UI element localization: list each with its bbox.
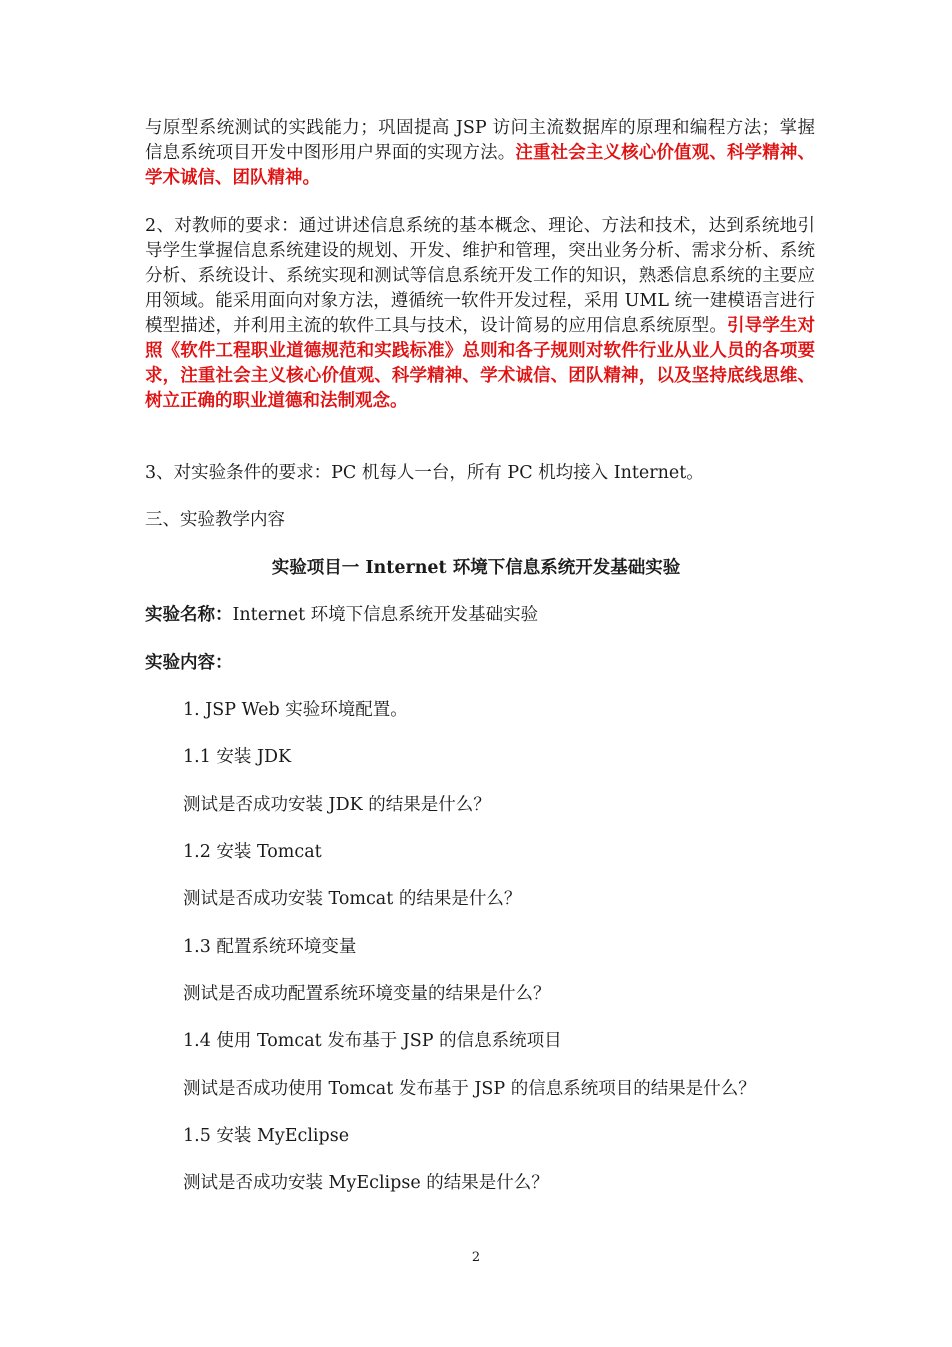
- paragraph-lab-conditions: 3、对实验条件的要求：PC 机每人一台，所有 PC 机均接入 Internet。: [145, 463, 704, 483]
- paragraph-objectives: [145, 116, 815, 191]
- paragraph-text: 与原型系统测试的实践能力；巩固提高 JSP 访问主流数据库的原理和编程方法；掌握信息系统项目开发中图形用户界面的实现方法。: [145, 118, 815, 163]
- page-number: 2: [471, 1250, 481, 1265]
- paragraph-teacher-requirements: [145, 214, 815, 414]
- project-title: 实验项目一 Internet 环境下信息系统开发基础实验: [271, 558, 681, 578]
- section-heading: 三、实验教学内容: [145, 510, 285, 530]
- list-item: 1.2 安装 Tomcat: [183, 842, 322, 862]
- list-item: 1.4 使用 Tomcat 发布基于 JSP 的信息系统项目: [183, 1031, 562, 1051]
- list-item: 测试是否成功配置系统环境变量的结果是什么？: [183, 984, 551, 1004]
- list-item: 测试是否成功使用 Tomcat 发布基于 JSP 的信息系统项目的结果是什么？: [183, 1079, 756, 1099]
- experiment-name-value: Internet 环境下信息系统开发基础实验: [232, 605, 539, 625]
- list-item: 1.3 配置系统环境变量: [183, 937, 357, 957]
- list-item: 测试是否成功安装 JDK 的结果是什么？: [183, 795, 491, 815]
- experiment-content-label: 实验内容：: [145, 653, 233, 673]
- experiment-name-label: 实验名称：: [145, 605, 233, 625]
- paragraph-text: 2、对教师的要求：通过讲述信息系统的基本概念、理论、方法和技术，达到系统地引导学生掌握信息系统建设的规划、开发、维护和管理，突出业务分析、需求分析、系统分析、系统设计、系统实现和测试等信息系统开发工作的知识，熟悉信息系统的主要应用领域。能采用面向对象方法，遵循统一软件开发过程，采用 UML 统一建模语言进行模型描述，并利用主流的软件工具与技术，设计简易的应用信息系统原型。: [145, 216, 815, 336]
- experiment-name: [145, 603, 538, 628]
- list-item: 测试是否成功安装 MyEclipse 的结果是什么？: [183, 1173, 549, 1193]
- list-item: 1.5 安装 MyEclipse: [183, 1126, 350, 1146]
- list-item: 1.1 安装 JDK: [183, 747, 292, 767]
- list-item: 测试是否成功安装 Tomcat 的结果是什么？: [183, 889, 522, 909]
- highlight-text: 注重社会主义核心价值观、科学精神、学术诚信、团队精神。: [145, 143, 816, 188]
- list-item: 1. JSP Web 实验环境配置。: [183, 700, 408, 720]
- highlight-text: 引导学生对照《软件工程职业道德规范和实践标准》总则和各子规则对软件行业从业人员的各项要求，注重社会主义核心价值观、科学精神、学术诚信、团队精神，以及坚持底线思维、树立正确的职业道德和法制观念。: [145, 316, 816, 411]
